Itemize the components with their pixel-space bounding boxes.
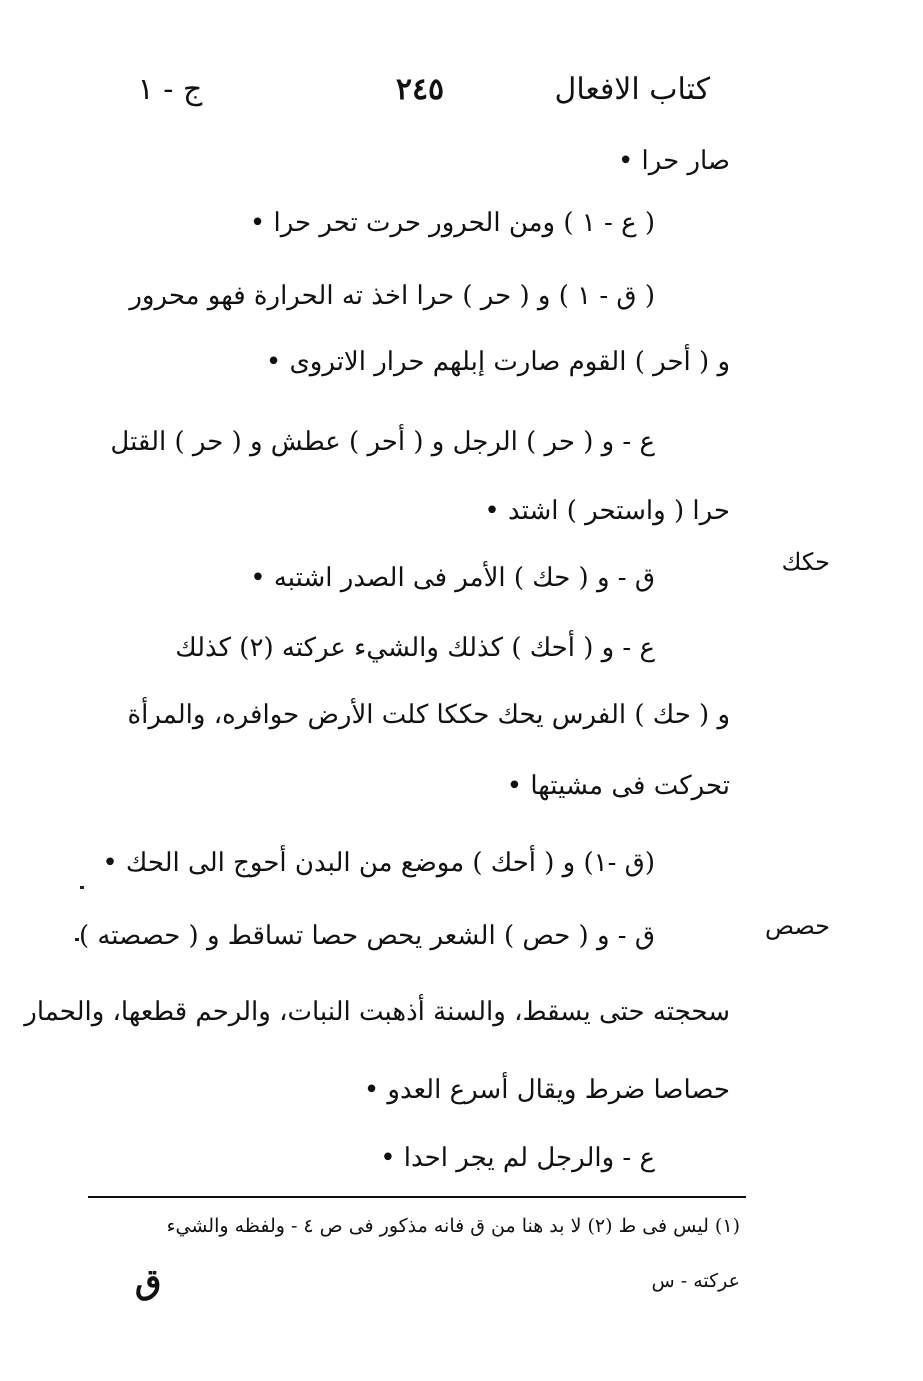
text-line-5: ع - و ( حر ) الرجل و ( أحر ) عطش و ( حر ) القتل	[110, 427, 655, 457]
text-line-12: ق - و ( حص ) الشعر يحص حصا تساقط و ( حصصته )	[78, 921, 655, 951]
text-line-2: ( ع - ١ ) ومن الحرور حرت تحر حرا •	[249, 208, 655, 238]
footnote-line-2: عركته - س	[651, 1270, 740, 1292]
text-line-3: ( ق - ١ ) و ( حر ) حرا اخذ ته الحرارة فهو محرور	[129, 281, 655, 311]
text-line-13: سحجته حتى يسقط، والسنة أذهبت النبات، والرحم قطعها، والحمار	[24, 997, 730, 1027]
text-line-10: تحركت فى مشيتها •	[506, 771, 730, 801]
text-line-8: ع - و ( أحك ) كذلك والشيء عركته (٢) كذلك	[175, 633, 655, 663]
scan-speck	[80, 886, 84, 889]
footnote-line-1: (١) ليس فى ط (٢) لا بد هنا من ق فانه مذكور فى ص ٤ - ولفظه والشيء	[166, 1215, 740, 1237]
footnote-divider	[88, 1196, 746, 1198]
running-title: كتاب الافعال	[554, 72, 710, 107]
text-line-1: صار حرا •	[617, 146, 730, 176]
scan-speck	[75, 938, 79, 941]
text-line-4: و ( أحر ) القوم صارت إبلهم حرار الاتروى •	[265, 347, 730, 377]
margin-root-word: حصص	[764, 912, 830, 940]
text-line-9: و ( حك ) الفرس يحك حككا كلت الأرض حوافره، والمرأة	[127, 700, 730, 730]
signature-mark: ق	[135, 1262, 162, 1302]
text-line-15: ع - والرجل لم يجر احدا •	[380, 1143, 655, 1173]
text-line-7: ق - و ( حك ) الأمر فى الصدر اشتبه •	[250, 563, 655, 593]
text-line-6: حرا ( واستحر ) اشتد •	[484, 496, 730, 526]
text-line-14: حصاصا ضرط ويقال أسرع العدو •	[363, 1075, 730, 1105]
text-line-11: (ق -١) و ( أحك ) موضع من البدن أحوج الى الحك •	[102, 848, 655, 878]
margin-root-word: حكك	[781, 548, 830, 576]
volume-label: ج - ١	[137, 72, 203, 107]
page-number: ٢٤٥	[395, 72, 445, 107]
